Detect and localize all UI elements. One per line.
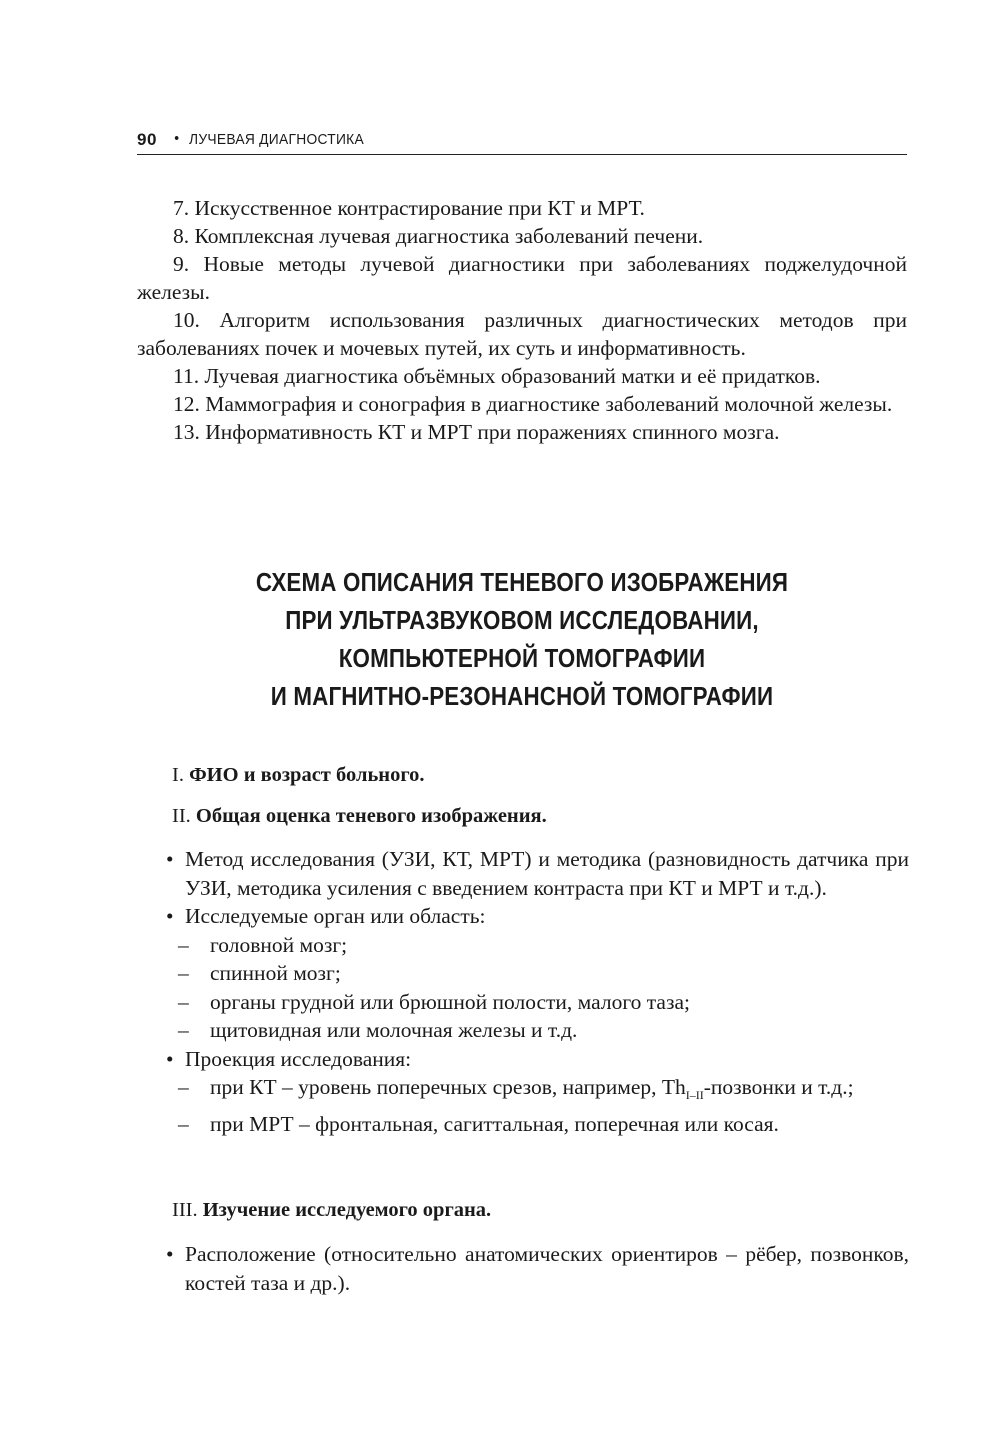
dash-icon: –: [178, 932, 189, 957]
dash-icon: –: [178, 1075, 189, 1099]
section-2-list: [164, 845, 909, 1138]
running-title: • ЛУЧЕВАЯ ДИАГНОСТИКА: [189, 131, 364, 148]
section-1-title: [172, 764, 425, 787]
bullet-location: • Расположение (относительно анатомических ориентиров – рёбер, позвонков, костей таза и др.).: [166, 1242, 909, 1295]
projection-mri: – при МРТ – фронтальная, сагиттальная, поперечная или косая.: [164, 1110, 909, 1139]
organ-item: – головной мозг;: [164, 931, 909, 960]
question-item: 13. Информативность КТ и МРТ при поражениях спинного мозга.: [173, 420, 780, 444]
section-2-number: II.: [172, 805, 191, 827]
heading-line: КОМПЬЮТЕРНОЙ ТОМОГРАФИИ: [338, 643, 706, 673]
organ-item: – щитовидная или молочная железы и т.д.: [164, 1016, 909, 1045]
section-3-title: [172, 1199, 491, 1222]
heading-line: И МАГНИТНО-РЕЗОНАНСНОЙ ТОМОГРАФИИ: [270, 681, 774, 711]
section-1-number: I.: [172, 764, 184, 786]
question-item: 10. Алгоритм использования различных диагностических методов при заболеваниях почек и мочевых путей, их суть и информативность.: [137, 308, 907, 360]
projection-ct: – при КТ – уровень поперечных срезов, например, $Th_{I-II}$-позвонки и т.д.;: [178, 1075, 854, 1102]
page-number: 90: [137, 130, 157, 149]
heading-line: ПРИ УЛЬТРАЗВУКОВОМ ИССЛЕДОВАНИИ,: [285, 605, 759, 635]
running-header: [137, 124, 907, 155]
dash-icon: –: [178, 989, 189, 1014]
question-item: 9. Новые методы лучевой диагностики при заболеваниях поджелудочной железы.: [137, 252, 907, 304]
section-3-number: III.: [172, 1199, 198, 1221]
bullet-icon: •: [166, 847, 174, 871]
question-item: 7. Искусственное контрастирование при КТ и МРТ.: [173, 196, 645, 220]
organ-item: – спинной мозг;: [164, 959, 909, 988]
section-heading: [137, 563, 907, 715]
question-item: 11. Лучевая диагностика объёмных образований матки и её придатков.: [173, 364, 821, 388]
bullet-projection: • Проекция исследования:: [164, 1045, 909, 1074]
section-3-label: Изучение исследуемого органа.: [202, 1199, 492, 1221]
heading-line: СХЕМА ОПИСАНИЯ ТЕНЕВОГО ИЗОБРАЖЕНИЯ: [255, 567, 789, 597]
dash-icon: –: [178, 1018, 189, 1042]
section-2-title: [172, 805, 547, 828]
dash-icon: –: [178, 1111, 189, 1136]
organ-item: – органы грудной или брюшной полости, малого таза;: [164, 988, 909, 1017]
question-list: [137, 194, 907, 446]
bullet-organ: • Исследуемые орган или область:: [164, 902, 909, 931]
section-2-label: Общая оценка теневого изображения.: [195, 805, 547, 827]
bullet-icon: •: [166, 1242, 174, 1266]
question-item: 8. Комплексная лучевая диагностика заболеваний печени.: [173, 224, 704, 248]
question-item: 12. Маммография и сонография в диагностике заболеваний молочной железы.: [173, 392, 893, 416]
bullet-icon: •: [166, 904, 174, 928]
bullet-icon: •: [166, 1046, 174, 1071]
bullet-method: • Метод исследования (УЗИ, КТ, МРТ) и методика (разновидность датчика при УЗИ, методика усиления с введением контраста при КТ и МРТ и т.д.).: [166, 847, 909, 900]
dash-icon: –: [178, 961, 189, 985]
section-1-label: ФИО и возраст больного.: [189, 764, 425, 786]
section-3-list: [164, 1240, 909, 1297]
